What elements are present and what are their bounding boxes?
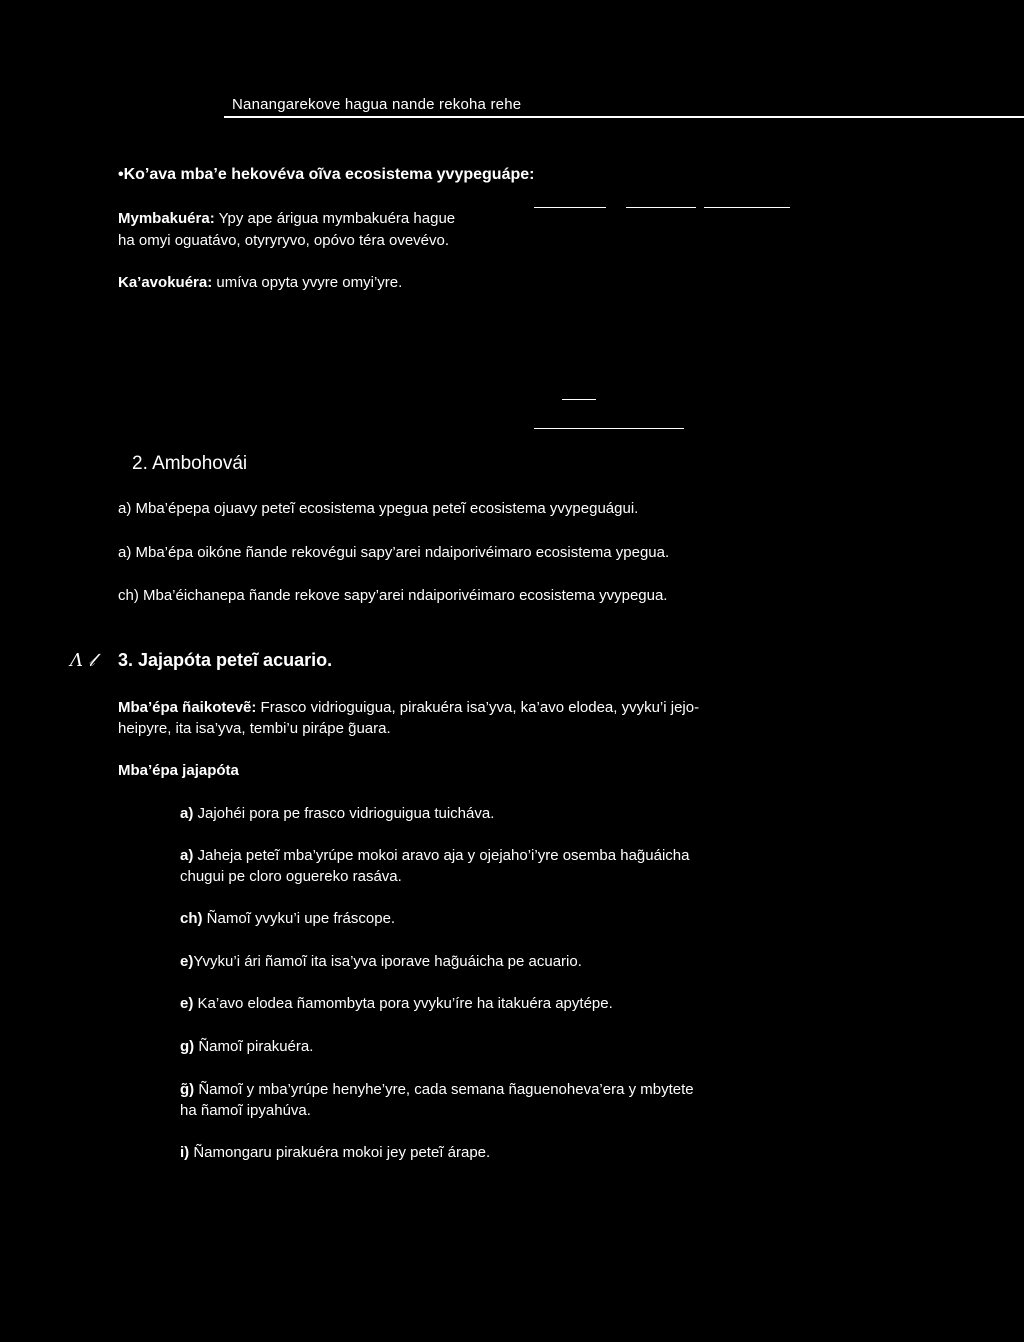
blank-line [626, 207, 696, 208]
animals-text: Ypy ape árigua mymbakuéra hague [214, 210, 456, 227]
step-item [180, 951, 582, 972]
header-rule [224, 116, 1024, 118]
step-item [180, 908, 395, 929]
step-label: a) [180, 847, 194, 864]
question-item: a) Mba’épa oikóne ñande rekovégui sapy’arei ndaiporivéimaro ecosistema ypegua. [118, 544, 670, 561]
step-label: g̃) [180, 1081, 195, 1098]
blank-line [534, 207, 606, 208]
step-text: Ñamoĩ yvyku’i upe fráscope. [202, 910, 396, 927]
step-item [180, 845, 689, 866]
materials-text: Frasco vidrioguigua, pirakuéra isa’yva, ka’avo elodea, yvyku’i jejo- [256, 699, 700, 716]
step-label: e) [180, 953, 194, 970]
section-3-title: 3. Jajapóta peteĩ acuario. [118, 650, 333, 670]
plants-line [118, 272, 402, 293]
margin-mark: Λ 𝓁 [70, 650, 95, 671]
animals-line-1 [118, 208, 455, 229]
materials-line-1 [118, 697, 699, 718]
step-label: e) [180, 995, 194, 1012]
animals-line-2: ha omyi oguatávo, otyryryvo, opóvo téra ovevévo. [118, 232, 450, 249]
step-text: Yvyku’i ári ñamoĩ ita isa’yva iporave hag̃uáicha pe acuario. [193, 953, 582, 970]
question-item: ch) Mba’éichanepa ñande rekove sapy’arei ndaiporivéimaro ecosistema yvypegua. [118, 587, 668, 604]
materials-label: Mba’épa ñaikotevẽ: [118, 699, 257, 716]
step-text-continued: chugui pe cloro oguereko rasáva. [180, 868, 402, 885]
step-text: Jaheja peteĩ mba’yrúpe mokoi aravo aja y ojejaho’i’yre osemba hag̃uáicha [193, 847, 690, 864]
step-text: Ñamongaru pirakuéra mokoi jey peteĩ árape. [189, 1144, 491, 1161]
step-text: Ñamoĩ pirakuéra. [194, 1038, 314, 1055]
plants-label: Ka’avokuéra: [118, 274, 213, 291]
step-label: g) [180, 1038, 195, 1055]
step-label: a) [180, 805, 194, 822]
materials-line-2: heipyre, ita isa’yva, tembi’u pirápe g̃uara. [118, 720, 391, 737]
page-header-title: Nanangarekove hagua nande rekoha rehe [232, 96, 522, 113]
step-text-continued: ha ñamoĩ ipyahúva. [180, 1102, 311, 1119]
step-item [180, 1036, 313, 1057]
animals-label: Mymbakuéra: [118, 210, 215, 227]
step-text: Ñamoĩ y mba’yrúpe henyhe’yre, cada semana ñaguenoheva’era y mbytete [194, 1081, 694, 1098]
section-2-title: 2. Ambohovái [132, 453, 248, 474]
step-label: ch) [180, 910, 203, 927]
step-item [180, 803, 494, 824]
question-item: a) Mba’épepa ojuavy peteĩ ecosistema ypegua peteĩ ecosistema yvypeguágui. [118, 500, 639, 517]
step-item [180, 1079, 694, 1100]
blank-line [704, 207, 790, 208]
plants-text: umíva opyta yvyre omyi’yre. [212, 274, 403, 291]
step-text: Jajohéi pora pe frasco vidrioguigua tuicháva. [193, 805, 495, 822]
step-text: Ka’avo elodea ñamombyta pora yvyku’íre ha itakuéra apytépe. [193, 995, 613, 1012]
intro-heading: •Ko’ava mba’e hekovéva oĩva ecosistema yvypeguápe: [118, 166, 535, 183]
blank-line [562, 399, 596, 400]
step-label: i) [180, 1144, 190, 1161]
step-item [180, 993, 613, 1014]
steps-heading: Mba’épa jajapóta [118, 762, 239, 779]
blank-line [534, 428, 684, 429]
step-item [180, 1142, 490, 1163]
